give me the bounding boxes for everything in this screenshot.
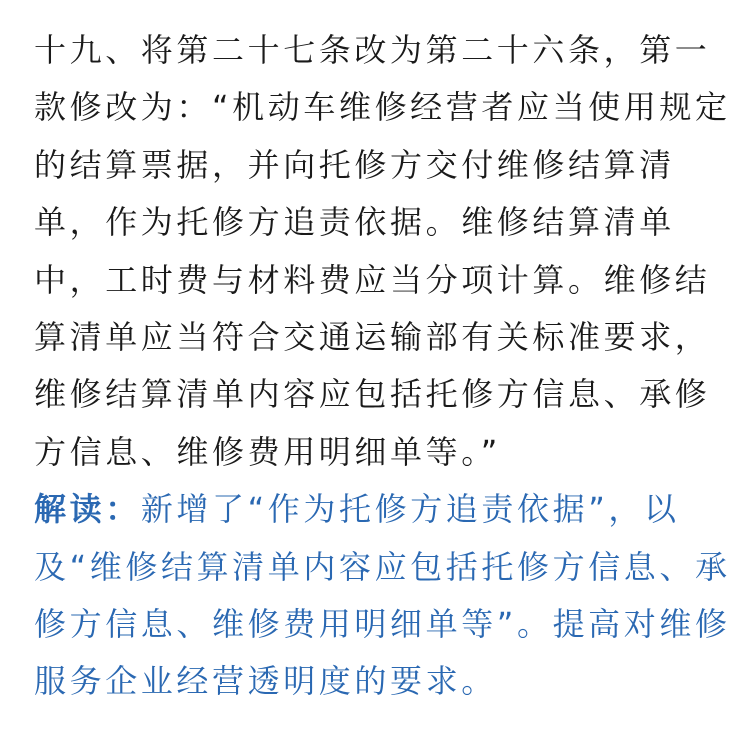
interpretation-paragraph [34, 481, 731, 711]
interpretation-label: 解读： [34, 490, 141, 529]
amendment-line: 维修结算清单内容应包括托修方信息、承修 [34, 375, 711, 414]
interpretation-line: 及“维修结算清单内容应包括托修方信息、承 [34, 547, 731, 586]
amendment-line: 中，工时费与材料费应当分项计算。维修结 [34, 260, 711, 299]
interpretation-line: 服务企业经营透明度的要求。 [34, 662, 497, 701]
amendment-line: 的结算票据，并向托修方交付维修结算清 [34, 145, 675, 184]
amendment-line: 单，作为托修方追责依据。维修结算清单 [34, 203, 675, 242]
interpretation-line [34, 481, 724, 538]
amendment-line: 算清单应当符合交通运输部有关标准要求， [34, 317, 711, 356]
interpretation-first-line-text: 新增了“作为托修方追责依据”，以 [140, 490, 680, 529]
document-body [34, 0, 731, 711]
amendment-paragraph [34, 22, 731, 481]
amendment-line: 十九、将第二十七条改为第二十六条，第一 [34, 31, 711, 69]
amendment-line: 方信息、维修费用明细单等。” [34, 432, 501, 471]
amendment-line: 款修改为：“机动车维修经营者应当使用规定 [34, 88, 731, 127]
interpretation-line: 修方信息、维修费用明细单等”。提高对维修 [34, 604, 731, 643]
